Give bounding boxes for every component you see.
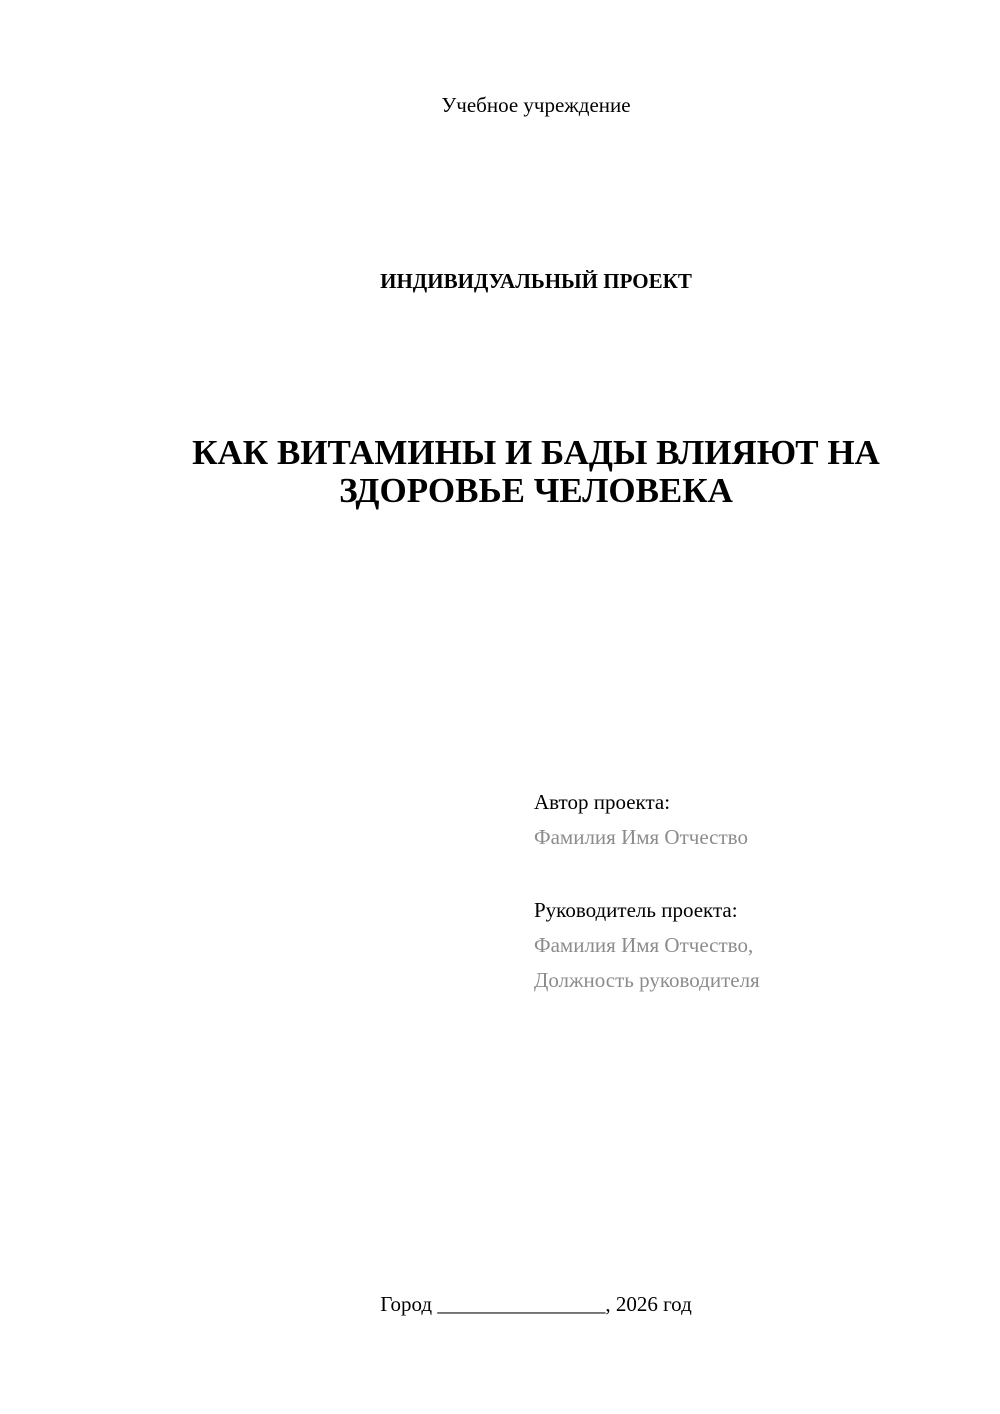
document-title xyxy=(110,434,962,510)
supervisor-name-placeholder: Фамилия Имя Отчество, xyxy=(534,933,754,957)
supervisor-label: Руководитель проекта: xyxy=(534,898,738,922)
city-year-line: Город ________________, 2026 год xyxy=(380,1292,692,1316)
document-title-line-2: ЗДОРОВЬЕ ЧЕЛОВЕКА xyxy=(339,471,733,510)
author-block xyxy=(534,785,974,855)
supervisor-position-placeholder: Должность руководителя xyxy=(534,968,760,992)
supervisor-block xyxy=(534,893,974,998)
document-type: ИНДИВИДУАЛЬНЫЙ ПРОЕКТ xyxy=(380,269,692,293)
author-name-placeholder: Фамилия Имя Отчество xyxy=(534,825,748,849)
institution-name: Учебное учреждение xyxy=(441,93,631,117)
document-title-line-1: КАК ВИТАМИНЫ И БАДЫ ВЛИЯЮТ НА xyxy=(192,433,880,472)
author-label: Автор проекта: xyxy=(534,790,671,814)
